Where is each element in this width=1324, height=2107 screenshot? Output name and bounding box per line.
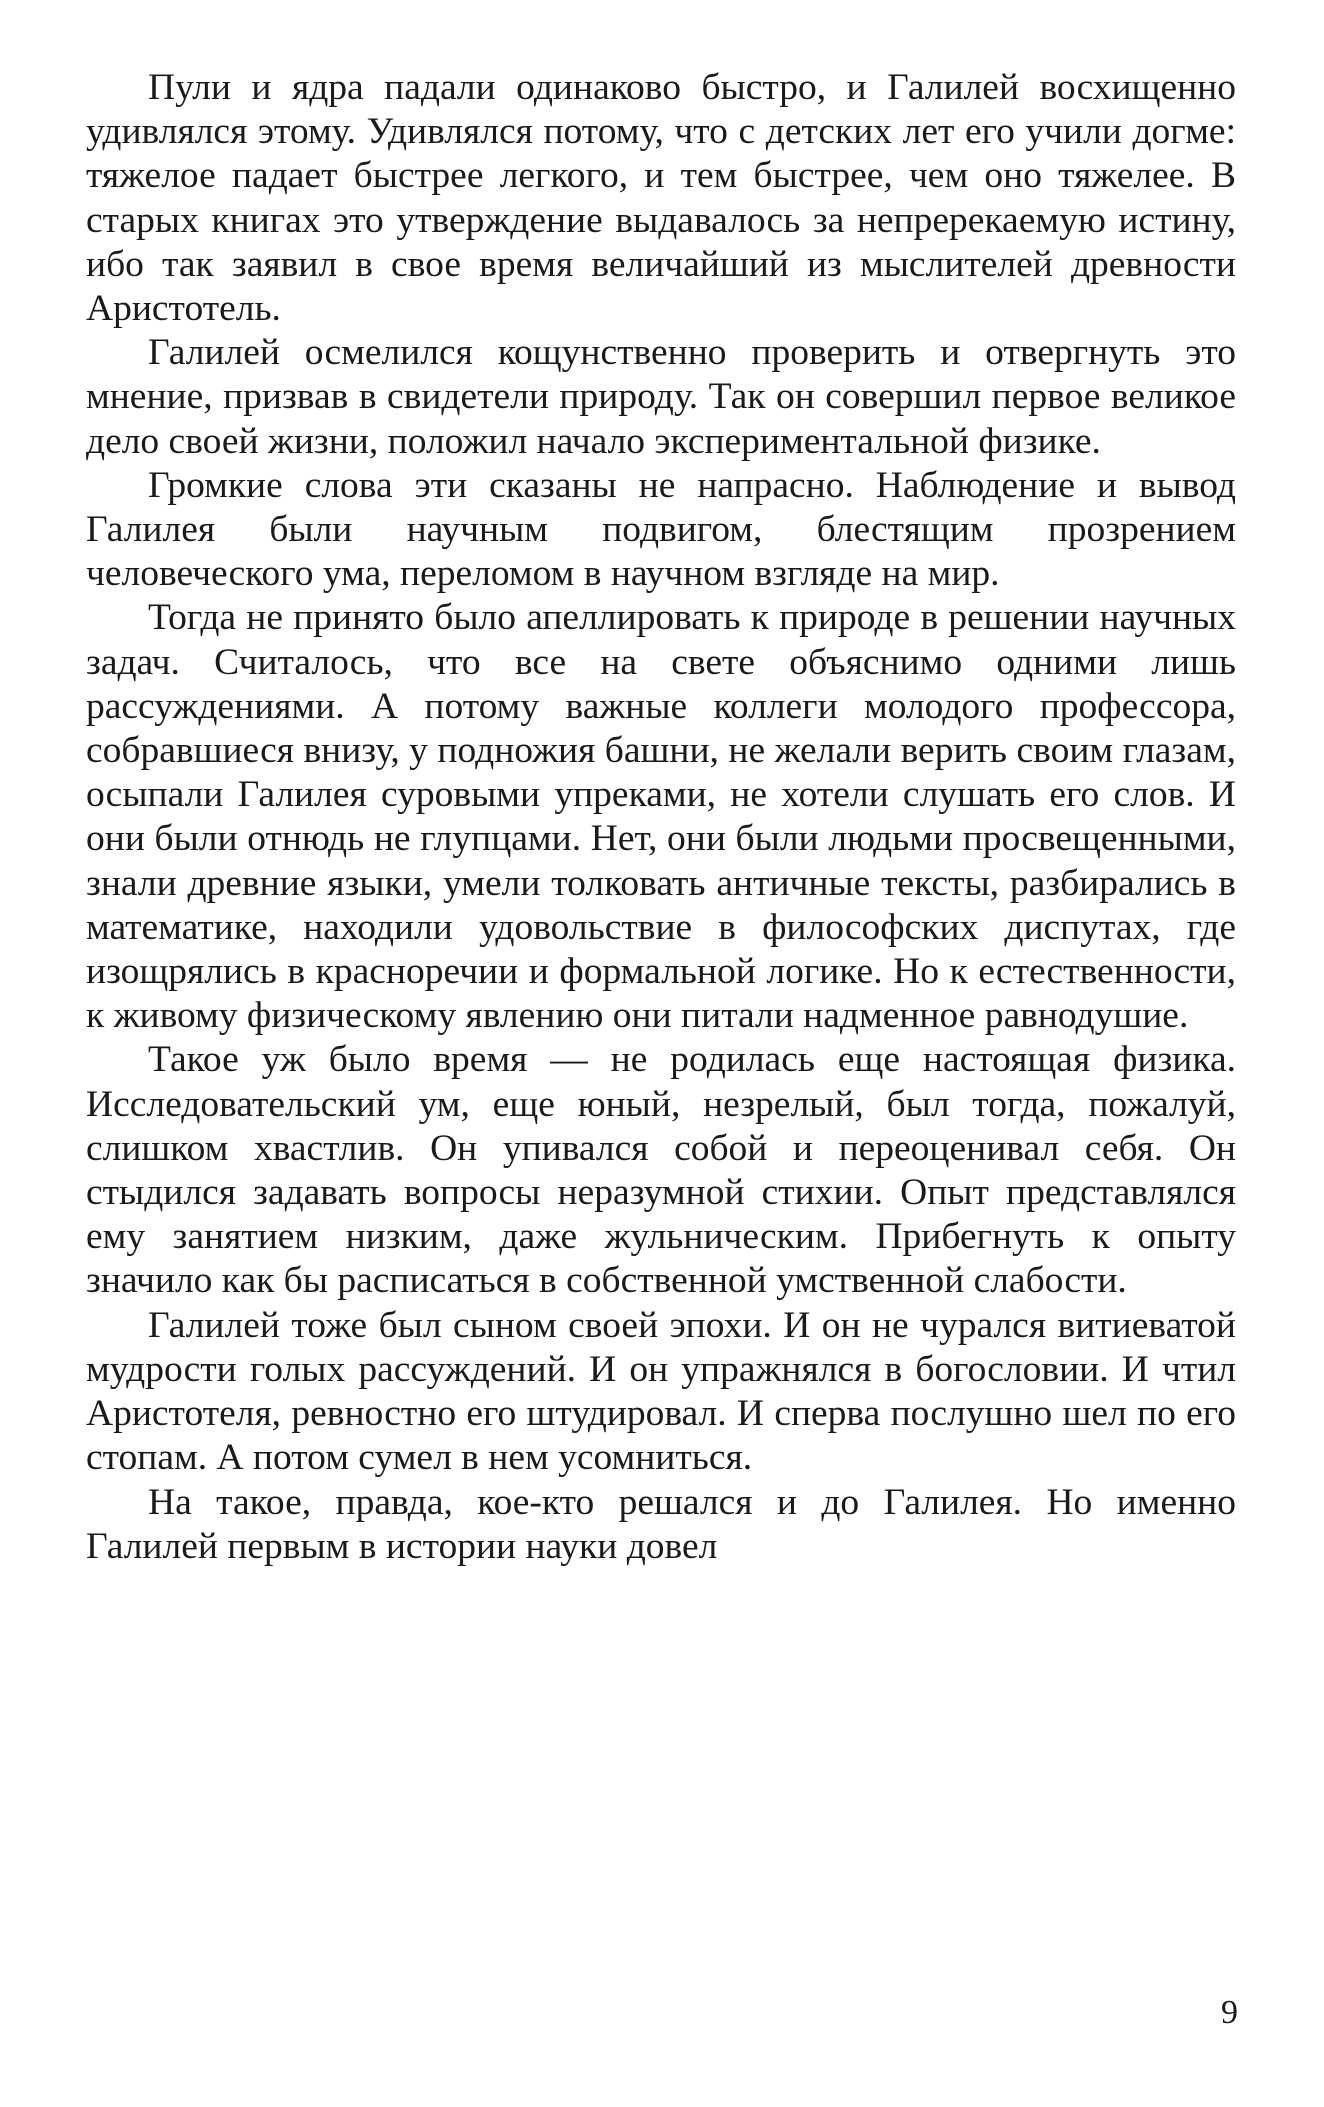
- paragraph-3: Громкие слова эти сказаны не напрасно. Наблюдение и вывод Галилея были научным подвигом, блестящим прозрением человеческого ума, переломом в научном взгляде на мир.: [86, 464, 1236, 595]
- page-number: 9: [1221, 1994, 1238, 2031]
- body-text: [86, 66, 1236, 1569]
- paragraph-7: На такое, правда, кое-кто решался и до Галилея. Но именно Галилей первым в истории науки довел: [86, 1481, 1236, 1567]
- paragraph-1: Пули и ядра падали одинаково быстро, и Галилей восхищенно удивлялся этому. Удивлялся потому, что с детских лет его учили догме: тяжелое падает быстрее легкого, и тем быстрее, чем оно тяжелее. В старых книгах это утверждение выдавалось за непререкаемую истину, ибо так заявил в свое время величайший из мыслителей древности Аристотель.: [86, 67, 1236, 330]
- paragraph-5: Такое уж было время — не родилась еще настоящая физика. Исследовательский ум, еще юный, незрелый, был тогда, пожалуй, слишком хвастлив. Он упивался собой и переоценивал себя. Он стыдился задавать вопросы неразумной стихии. Опыт представлялся ему занятием низким, даже жульническим. Прибегнуть к опыту значило как бы расписаться в собственной умственной слабости.: [86, 1039, 1236, 1302]
- paragraph-6: Галилей тоже был сыном своей эпохи. И он не чурался витиеватой мудрости голых рассуждений. И он упражнялся в богословии. И чтил Аристотеля, ревностно его штудировал. И сперва послушно шел по его стопам. А потом сумел в нем усомниться.: [86, 1304, 1236, 1479]
- paragraph-2: Галилей осмелился кощунственно проверить и отвергнуть это мнение, призвав в свидетели природу. Так он совершил первое великое дело своей жизни, положил начало экспериментальной физике.: [86, 332, 1236, 462]
- paragraph-4: Тогда не принято было апеллировать к природе в решении научных задач. Считалось, что все на свете объяснимо одними лишь рассуждениями. А потому важные коллеги молодого профессора, собравшиеся внизу, у подножия башни, не желали верить своим глазам, осыпали Галилея суровыми упреками, не хотели слушать его слов. И они были отнюдь не глупцами. Нет, они были людьми просвещенными, знали древние языки, умели толковать античные тексты, разбирались в математике, находили удовольствие в философских диспутах, где изощрялись в красноречии и формальной логике. Но к естественности, к живому физическому явлению они питали надменное равнодушие.: [86, 597, 1236, 1037]
